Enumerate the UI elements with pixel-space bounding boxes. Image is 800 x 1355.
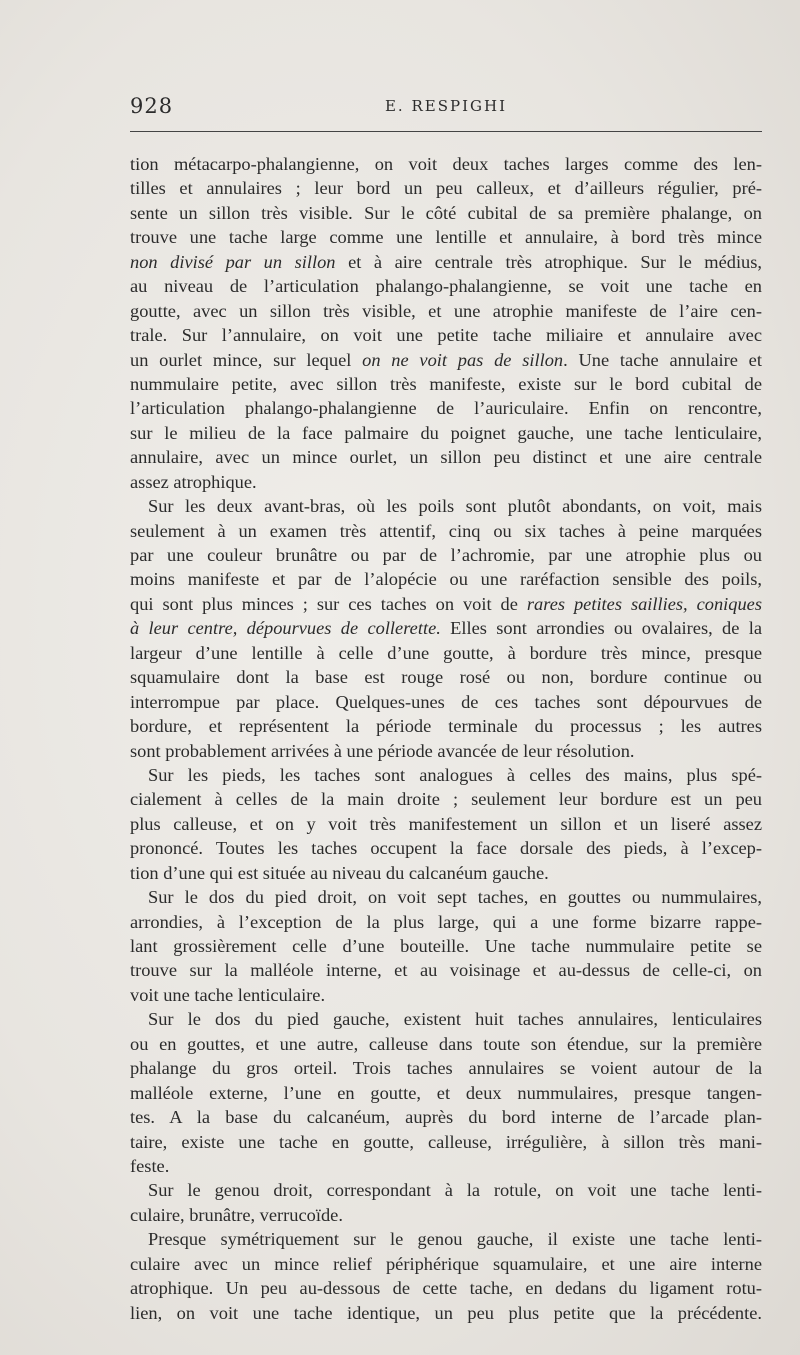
italic-run: on ne voit pas de sillon (362, 349, 564, 370)
text-line (130, 641, 762, 665)
text-line (130, 1276, 762, 1300)
text-run: trouve sur la malléole interne, et au voisinage et au-dessus de celle-ci, on (130, 960, 762, 981)
text-run: feste. (130, 1155, 170, 1176)
text-line (130, 665, 762, 689)
text-line (130, 958, 762, 982)
text-line (130, 592, 762, 616)
text-line (130, 250, 762, 274)
italic-run: à leur centre, dépourvues de collerette. (130, 618, 441, 639)
text-line (130, 372, 762, 396)
text-run: trouve une tache large comme une lentille et annulaire, à bord très mince (130, 227, 762, 248)
text-run: interrompue par place. Quelques-unes de ces taches sont dépourvues de (130, 691, 762, 712)
text-line (130, 567, 762, 591)
text-line (130, 543, 762, 567)
text-run: au niveau de l’articulation phalango-phalangienne, se voit une tache en (130, 276, 762, 297)
text-line (130, 1301, 762, 1325)
text-run: prononcé. Toutes les taches occupent la face dorsale des pieds, à l’excep- (130, 838, 762, 859)
text-line (130, 861, 762, 885)
text-run: tion métacarpo-phalangienne, on voit deux taches larges comme des len- (130, 154, 762, 174)
text-line (130, 983, 762, 1007)
text-line (130, 274, 762, 298)
paragraph (130, 885, 762, 1007)
text-run: nummulaire petite, avec sillon très manifeste, existe sur le bord cubital de (130, 373, 762, 394)
text-run: Sur le dos du pied droit, on voit sept taches, en gouttes ou nummulaires, (148, 887, 762, 908)
header-rule (130, 131, 762, 132)
text-run: culaire avec un mince relief périphérique squamulaire, et une aire interne (130, 1253, 762, 1274)
text-run: goutte, avec un sillon très visible, et une atrophie manifeste de l’aire cen- (130, 300, 762, 321)
text-run: phalange du gros orteil. Trois taches annulaires se voient autour de la (130, 1058, 762, 1079)
text-run: tilles et annulaires ; leur bord un peu calleux, et d’ailleurs régulier, pré- (130, 178, 762, 199)
text-run: cialement à celles de la main droite ; seulement leur bordure est un peu (130, 789, 762, 810)
body-text (130, 152, 762, 1325)
text-run: largeur d’une lentille à celle d’une goutte, à bordure très mince, presque (130, 642, 762, 663)
text-line (130, 910, 762, 934)
text-line (130, 494, 762, 518)
paragraph (130, 1227, 762, 1325)
text-line (130, 1032, 762, 1056)
text-line (130, 1252, 762, 1276)
text-run: trale. Sur l’annulaire, on voit une petite tache miliaire et annulaire avec (130, 325, 762, 346)
text-line (130, 1130, 762, 1154)
text-line (130, 152, 762, 176)
text-run: arrondies, à l’exception de la plus large, qui a une forme bizarre rappe- (130, 911, 762, 932)
text-line (130, 1105, 762, 1129)
text-run: ou en gouttes, et une autre, calleuse dans toute son étendue, sur la première (130, 1033, 762, 1054)
text-line (130, 885, 762, 909)
text-line (130, 1154, 762, 1178)
text-line (130, 348, 762, 372)
text-run: atrophique. Un peu au-dessous de cette tache, en dedans du ligament rotu- (130, 1278, 762, 1299)
text-run: Sur le genou droit, correspondant à la rotule, on voit une tache lenti- (148, 1180, 762, 1201)
paragraph (130, 1007, 762, 1178)
text-run: l’articulation phalango-phalangienne de l’auriculaire. Enfin on rencontre, (130, 398, 762, 419)
text-line (130, 1081, 762, 1105)
paragraph (130, 1178, 762, 1227)
text-run: tes. A la base du calcanéum, auprès du bord interne de l’arcade plan- (130, 1107, 762, 1128)
text-run: sur le milieu de la face palmaire du poignet gauche, une tache lenticulaire, (130, 422, 762, 443)
text-run: lant grossièrement celle d’une bouteille. Une tache nummulaire petite se (130, 936, 762, 956)
text-run: Sur les pieds, les taches sont analogues à celles des mains, plus spé- (148, 764, 762, 785)
text-run: taire, existe une tache en goutte, calleuse, irrégulière, à sillon très mani- (130, 1131, 762, 1152)
text-run: bordure, et représentent la période terminale du processus ; les autres (130, 716, 762, 737)
text-run: . Une tache annulaire et (563, 349, 762, 370)
text-line (130, 1227, 762, 1251)
text-run: sente un sillon très visible. Sur le côté cubital de sa première phalange, on (130, 202, 762, 223)
text-line (130, 299, 762, 323)
text-line (130, 445, 762, 469)
text-run: et à aire centrale très atrophique. Sur le médius, (335, 251, 762, 272)
page-header (130, 94, 762, 122)
paragraph (130, 763, 762, 885)
text-run: culaire, brunâtre, verrucoïde. (130, 1204, 343, 1225)
text-line (130, 787, 762, 811)
text-run: qui sont plus minces ; sur ces taches on voit de (130, 593, 527, 614)
text-run: assez atrophique. (130, 471, 257, 492)
text-line (130, 225, 762, 249)
text-line (130, 470, 762, 494)
paragraph (130, 152, 762, 494)
text-run: squamulaire dont la base est rouge rosé ou non, bordure continue ou (130, 667, 762, 688)
text-run: annulaire, avec un mince ourlet, un sillon peu distinct et une aire centrale (130, 447, 762, 468)
text-line (130, 1007, 762, 1031)
running-head: E. RESPIGHI (384, 97, 507, 115)
text-run: moins manifeste et par de l’alopécie ou une raréfaction sensible des poils, (130, 569, 762, 590)
text-run: Sur le dos du pied gauche, existent huit taches annulaires, lenticulaires (148, 1009, 762, 1030)
text-line (130, 1178, 762, 1202)
text-run: tion d’une qui est située au niveau du calcanéum gauche. (130, 862, 549, 883)
text-line (130, 690, 762, 714)
text-run: lien, on voit une tache identique, un peu plus petite que la précédente. (130, 1302, 762, 1323)
italic-run: non divisé par un sillon (130, 251, 336, 272)
text-line (130, 763, 762, 787)
text-run: Presque symétriquement sur le genou gauche, il existe une tache lenti- (148, 1229, 762, 1250)
text-line (130, 714, 762, 738)
text-run: Elles sont arrondies ou ovalaires, de la (440, 618, 762, 639)
text-run: sont probablement arrivées à une période avancée de leur résolution. (130, 740, 635, 761)
text-line (130, 176, 762, 200)
text-line (130, 812, 762, 836)
text-line (130, 1203, 762, 1227)
text-line (130, 1056, 762, 1080)
text-line (130, 396, 762, 420)
text-line (130, 201, 762, 225)
italic-run: rares petites saillies, coniques (526, 593, 762, 614)
text-run: plus calleuse, et on y voit très manifestement un sillon et un liseré assez (130, 813, 762, 834)
text-run: malléole externe, l’une en goutte, et deux nummulaires, presque tangen- (130, 1082, 762, 1103)
text-run: seulement à un examen très attentif, cinq ou six taches à peine marquées (130, 520, 762, 541)
text-line (130, 739, 762, 763)
text-run: un ourlet mince, sur lequel (130, 349, 363, 370)
text-line (130, 519, 762, 543)
text-line (130, 323, 762, 347)
text-run: voit une tache lenticulaire. (130, 984, 326, 1005)
page-number: 928 (130, 94, 174, 118)
text-run: Sur les deux avant-bras, où les poils sont plutôt abondants, on voit, mais (148, 496, 762, 517)
text-run: par une couleur brunâtre ou par de l’achromie, par une atrophie plus ou (130, 545, 762, 565)
text-line (130, 836, 762, 860)
text-line (130, 421, 762, 445)
text-line (130, 934, 762, 958)
paragraph (130, 494, 762, 763)
text-line (130, 616, 762, 640)
